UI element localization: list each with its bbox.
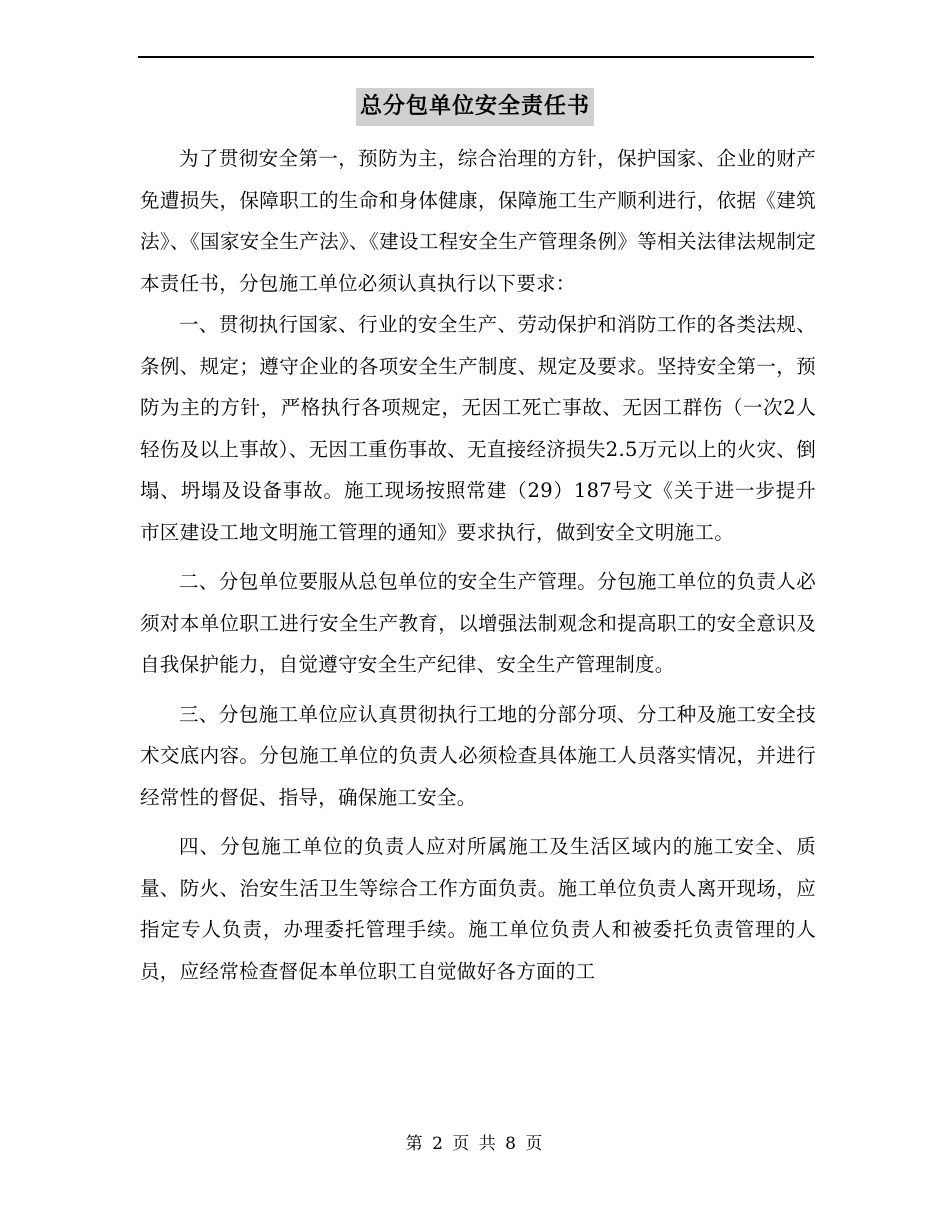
- header-rule: [138, 56, 814, 58]
- title-container: [0, 88, 950, 126]
- paragraph-clause-2: 二、分包单位要服从总包单位的安全生产管理。分包施工单位的负责人必须对本单位职工进行安全生产教育，以增强法制观念和提高职工的安全意识及自我保护能力，自觉遵守安全生产纪律、安全生产管理制度。: [140, 570, 816, 676]
- document-title: 总分包单位安全责任书: [356, 88, 594, 126]
- paragraph-intro: 为了贯彻安全第一，预防为主，综合治理的方针，保护国家、企业的财产免遭损失，保障职工的生命和身体健康，保障施工生产顺利进行，依据《建筑法》、《国家安全生产法》、《建设工程安全生产管理条例》等相关法律法规制定本责任书，分包施工单位必须认真执行以下要求：: [140, 147, 816, 295]
- paragraph-clause-1: 一、贯彻执行国家、行业的安全生产、劳动保护和消防工作的各类法规、条例、规定；遵守企业的各项安全生产制度、规定及要求。坚持安全第一，预防为主的方针，严格执行各项规定，无因工死亡事故、无因工群伤（一次2人轻伤及以上事故）、无因工重伤事故、无直接经济损失2.5万元以上的火灾、倒塌、坍塌及设备事故。施工现场按照常建（29）187号文《关于进一步提升市区建设工地文明施工管理的通知》要求执行，做到安全文明施工。: [140, 313, 816, 544]
- document-body: [140, 138, 816, 992]
- paragraph-clause-4: 四、分包施工单位的负责人应对所属施工及生活区域内的施工安全、质量、防火、治安生活卫生等综合工作方面负责。施工单位负责人离开现场，应指定专人负责，办理委托管理手续。施工单位负责人和被委托负责管理的人员，应经常检查督促本单位职工自觉做好各方面的工: [140, 835, 816, 983]
- paragraph-clause-3: 三、分包施工单位应认真贯彻执行工地的分部分项、分工种及施工安全技术交底内容。分包施工单位的负责人必须检查具体施工人员落实情况，并进行经常性的督促、指导，确保施工安全。: [140, 702, 816, 809]
- page-number: 第 2 页 共 8 页: [405, 1134, 545, 1154]
